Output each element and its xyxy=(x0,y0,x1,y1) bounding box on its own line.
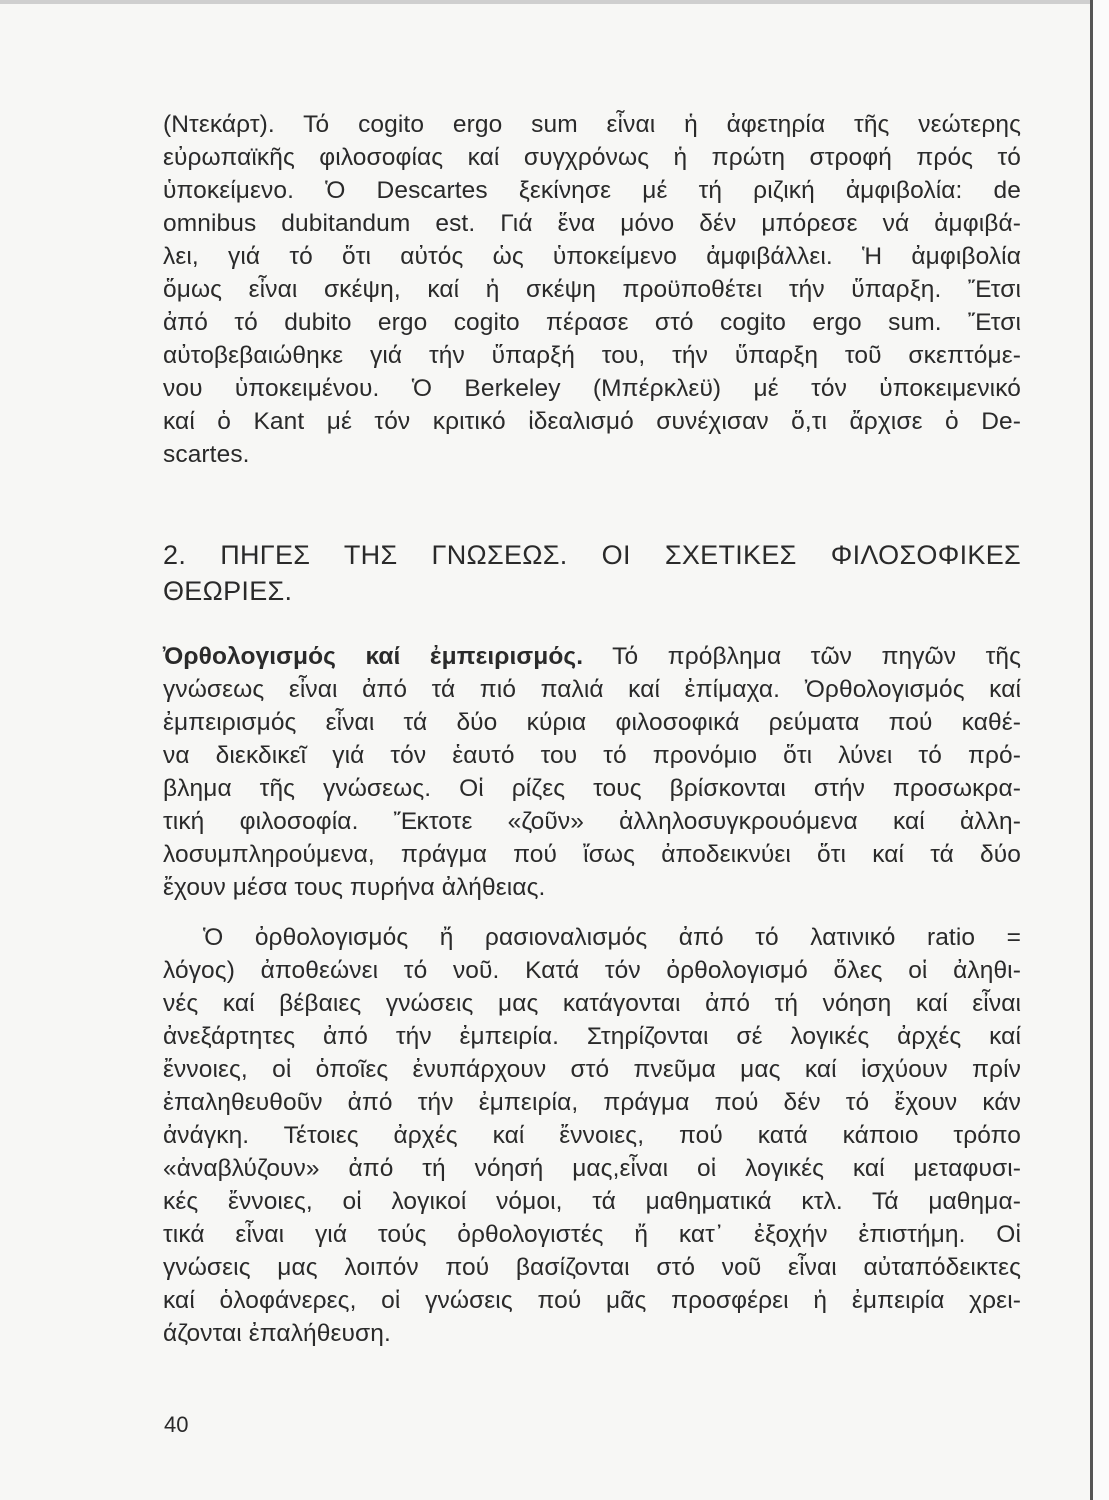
text-line: να διεκδικεῖ γιά τόν ἑαυτό του τό προνόμιο ὅτι λύνει τό πρό- xyxy=(163,742,1021,769)
text-line: ἀπό τό dubito ergo cogito πέρασε στό cogito ergo sum. Ἔτσι xyxy=(163,309,1021,336)
text-span: Τό πρόβλημα τῶν πηγῶν τῆς xyxy=(583,643,1021,670)
page-binding-edge xyxy=(1090,0,1093,1500)
text-line: καί ὁλοφάνερες, οἱ γνώσεις πού μᾶς προσφέρει ἡ ἐμπειρία χρει- xyxy=(163,1287,1021,1314)
text-line: ἀνάγκη. Τέτοιες ἀρχές καί ἔννοιες, πού κατά κάποιο τρόπο xyxy=(163,1122,1021,1149)
paragraph-lead-in: Ὀρθολογισμός καί ἐμπειρισμός. xyxy=(163,643,584,670)
text-line: (Ντεκάρτ). Τό cogito ergo sum εἶναι ἡ ἀφετηρία τῆς νεώτερης xyxy=(163,111,1021,138)
text-line: ἔχουν μέσα τους πυρήνα ἀλήθειας. xyxy=(163,874,546,901)
scan-top-edge xyxy=(0,0,1109,4)
text-line: ἐπαληθευθοῦν ἀπό τήν ἐμπειρία, πράγμα πού δέν τό ἔχουν κάν xyxy=(163,1089,1021,1116)
heading-line: ΘΕΩΡΙΕΣ. xyxy=(163,576,293,606)
heading-line: 2. ΠΗΓΕΣ ΤΗΣ ΓΝΩΣΕΩΣ. ΟΙ ΣΧΕΤΙΚΕΣ ΦΙΛΟΣΟΦΙΚΕΣ xyxy=(163,540,1021,570)
text-line: νές καί βέβαιες γνώσεις μας κατάγονται ἀπό τή νόηση καί εἶναι xyxy=(163,990,1021,1017)
text-line: γνώσεως εἶναι ἀπό τά πιό παλιά καί ἐπίμαχα. Ὀρθολογισμός καί xyxy=(163,676,1021,703)
text-line: ἔννοιες, οἱ ὁποῖες ἐνυπάρχουν στό πνεῦμα μας καί ἰσχύουν πρίν xyxy=(163,1056,1021,1083)
text-line: κές ἔννοιες, οἱ λογικοί νόμοι, τά μαθηματικά κτλ. Τά μαθημα- xyxy=(163,1188,1021,1215)
text-line: άζονται ἐπαλήθευση. xyxy=(163,1320,391,1347)
text-line xyxy=(163,640,1021,673)
text-line: αὐτοβεβαιώθηκε γιά τήν ὕπαρξή του, τήν ὕπαρξη τοῦ σκεπτόμε- xyxy=(163,342,1021,369)
text-line: νου ὑποκειμένου. Ὁ Berkeley (Μπέρκλεϋ) μέ τόν ὑποκειμενικό xyxy=(163,375,1021,402)
text-line: ὑποκείμενο. Ὁ Descartes ξεκίνησε μέ τή ριζική ἀμφιβολία: de xyxy=(163,177,1021,204)
text-line: Ὁ ὀρθολογισμός ἤ ρασιοναλισμός ἀπό τό λατινικό ratio = xyxy=(203,924,1021,951)
text-line: γνώσεις μας λοιπόν πού βασίζονται στό νοῦ εἶναι αὐταπόδεικτες xyxy=(163,1254,1021,1281)
text-line: scartes. xyxy=(163,441,250,468)
text-line: καί ὁ Kant μέ τόν κριτικό ἰδεαλισμό συνέχισαν ὅ,τι ἄρχισε ὁ De- xyxy=(163,408,1021,435)
paragraph-descartes xyxy=(163,108,1021,471)
paragraph-rationalism xyxy=(163,921,1021,1350)
text-line: λόγος) ἀποθεώνει τό νοῦ. Κατά τόν ὀρθολογισμό ὅλες οἱ ἀληθι- xyxy=(163,957,1021,984)
section-heading xyxy=(163,537,1021,609)
text-line: ὅμως εἶναι σκέψη, καί ἡ σκέψη προϋποθέτει τήν ὕπαρξη. Ἔτσι xyxy=(163,276,1021,303)
text-line: omnibus dubitandum est. Γιά ἕνα μόνο δέν μπόρεσε νά ἀμφιβά- xyxy=(163,210,1021,237)
text-line: λοσυμπληρούμενα, πράγμα πού ἴσως ἀποδεικνύει ὅτι καί τά δύο xyxy=(163,841,1021,868)
text-line: εὐρωπαϊκῆς φιλοσοφίας καί συγχρόνως ἡ πρώτη στροφή πρός τό xyxy=(163,144,1021,171)
text-line: βλημα τῆς γνώσεως. Οἱ ρίζες τους βρίσκονται στήν προσωκρα- xyxy=(163,775,1021,802)
text-line: λει, γιά τό ὅτι αὐτός ὡς ὑποκείμενο ἀμφιβάλλει. Ἡ ἀμφιβολία xyxy=(163,243,1021,270)
page-number: 40 xyxy=(164,1412,189,1437)
text-line: ἐμπειρισμός εἶναι τά δύο κύρια φιλοσοφικά ρεύματα πού καθέ- xyxy=(163,709,1021,736)
paragraph-rationalism-empiricism xyxy=(163,640,1021,904)
text-line: τική φιλοσοφία. Ἔκτοτε «ζοῦν» ἀλληλοσυγκρουόμενα καί ἀλλη- xyxy=(163,808,1021,835)
text-line: ἀνεξάρτητες ἀπό τήν ἐμπειρία. Στηρίζονται σέ λογικές ἀρχές καί xyxy=(163,1023,1021,1050)
text-line: τικά εἶναι γιά τούς ὀρθολογιστές ἤ κατ᾽ ἐξοχήν ἐπιστήμη. Οἱ xyxy=(163,1221,1021,1248)
page-margin xyxy=(1093,0,1109,1500)
text-line: «ἀναβλύζουν» ἀπό τή νόησή μας,εἶναι οἱ λογικές καί μεταφυσι- xyxy=(163,1155,1021,1182)
